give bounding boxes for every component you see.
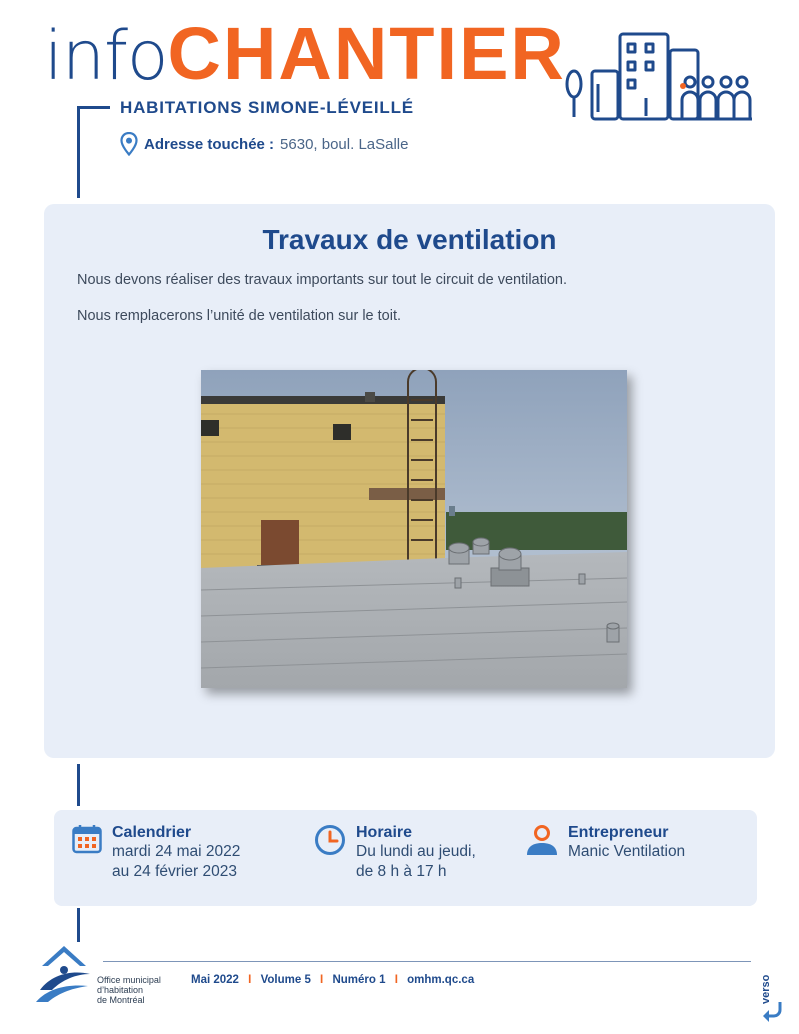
schedule-block [314, 824, 476, 882]
footer-divider [103, 961, 751, 962]
website-link[interactable]: omhm.qc.ca [407, 974, 475, 986]
calendar-block [72, 824, 240, 882]
brand-chantier-text: CHANTIER [167, 12, 566, 95]
separator: I [320, 974, 324, 986]
turn-page-arrow-icon [760, 1000, 786, 1022]
brand-logo [44, 14, 566, 94]
verso-link[interactable] [760, 960, 790, 1024]
clock-icon [314, 824, 346, 856]
calendar-label: Calendrier [112, 824, 192, 841]
main-panel [44, 204, 775, 758]
schedule-label: Horaire [356, 824, 413, 841]
decorative-rule-top [77, 106, 80, 198]
calendar-icon [72, 824, 102, 854]
organization-line-3: de Montréal [97, 995, 145, 1005]
organization-name [97, 975, 177, 1005]
page-title: Travaux de ventilation [262, 224, 557, 255]
person-icon [526, 824, 558, 856]
omhm-logo-icon [34, 944, 94, 1004]
location-pin-icon [120, 132, 138, 156]
project-name: HABITATIONS SIMONE-LÉVEILLÉ [120, 98, 414, 117]
contractor-name: Manic Ventilation [568, 843, 686, 860]
organization-line-1: Office municipal [97, 975, 161, 985]
calendar-line-2: au 24 février 2023 [112, 863, 237, 880]
decorative-rule-horizontal [77, 106, 110, 109]
decorative-rule-middle [77, 764, 80, 806]
calendar-line-1: mardi 24 mai 2022 [112, 843, 241, 860]
issue-date: Mai 2022 [191, 974, 239, 986]
issue-number: Numéro 1 [332, 974, 386, 986]
issue-volume: Volume 5 [260, 974, 311, 986]
rooftop-photo [201, 370, 627, 688]
separator: I [394, 974, 398, 986]
info-bar [54, 810, 757, 906]
issue-info [191, 974, 474, 986]
organization-line-2: d’habitation [97, 985, 144, 995]
schedule-line-1: Du lundi au jeudi, [356, 843, 476, 860]
decorative-rule-bottom [77, 908, 80, 942]
brand-info-text: info [44, 17, 168, 96]
address-row [120, 132, 408, 156]
paragraph-1: Nous devons réaliser des travaux importants sur tout le circuit de ventilation. [77, 272, 568, 288]
city-buildings-icon [562, 26, 757, 122]
separator: I [248, 974, 252, 986]
paragraph-2: Nous remplacerons l’unité de ventilation sur le toit. [77, 308, 401, 324]
address-label: Adresse touchée : [144, 135, 275, 153]
verso-label: verso [760, 974, 772, 1004]
address-value: 5630, boul. LaSalle [280, 135, 409, 153]
contractor-label: Entrepreneur [568, 824, 669, 841]
contractor-block [526, 824, 685, 862]
schedule-line-2: de 8 h à 17 h [356, 863, 447, 880]
